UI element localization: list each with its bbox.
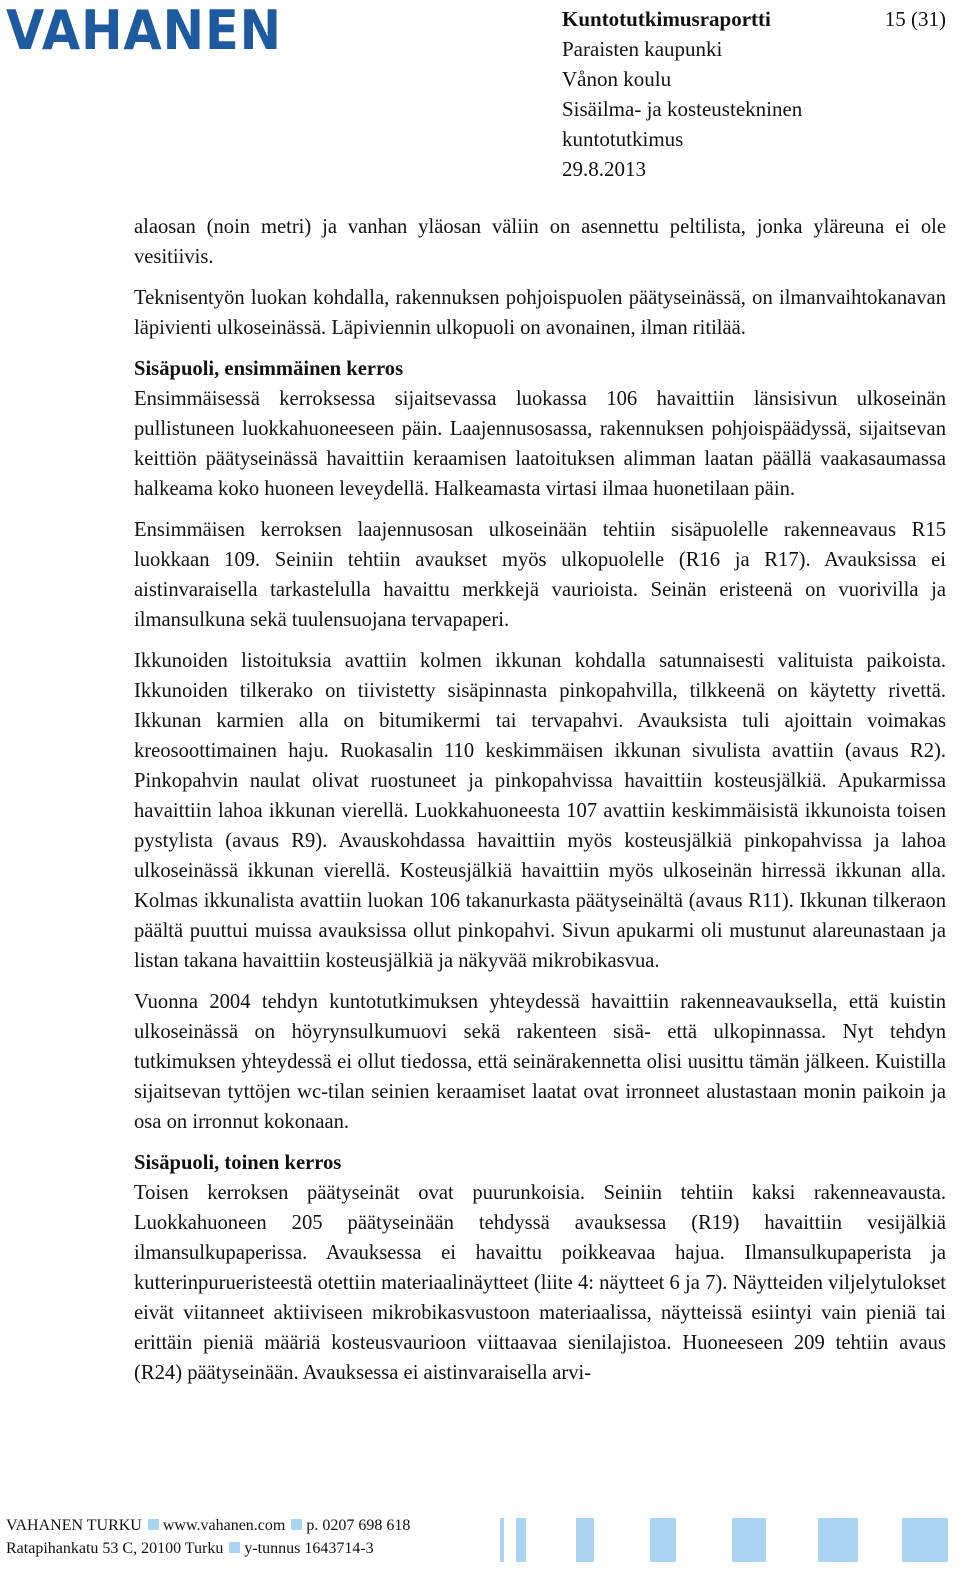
paragraph: Teknisentyön luokan kohdalla, rakennuksen pohjoispuolen päätyseinässä, on ilmanvaihtokanavan läpivienti ulkoseinässä. Läpiviennin ulkopuoli on avonainen, ilman ritilää. <box>134 287 946 339</box>
svg-text:VAHANEN: VAHANEN <box>6 2 282 56</box>
square-bullet-icon <box>291 1519 302 1530</box>
header-building: Vånon koulu <box>562 67 672 91</box>
page-footer <box>6 1514 506 1560</box>
report-body <box>134 212 946 1388</box>
report-title: Kuntotutkimusraportti <box>562 7 771 31</box>
footer-address: Ratapihankatu 53 C, 20100 Turku <box>6 1540 224 1557</box>
header-subject-line2: kuntotutkimus <box>562 127 684 151</box>
square-bullet-icon <box>148 1519 159 1530</box>
paragraph: Ensimmäisessä kerroksessa sijaitsevassa luokassa 106 havaittiin länsisivun ulkoseinän pullistuneen luokkahuoneeseen päin. Laajennusosassa, rakennuksen pohjoispäädyssä, sijaitsevan keittiön päätyseinässä havaittiin keraamisen laatoituksen alimman laatan päällä vaakasaumassa halkeama koko huoneen leveydellä. Halkeamasta virtasi ilmaa huonetilaan päin. <box>134 388 946 500</box>
paragraph: Ikkunoiden listoituksia avattiin kolmen ikkunan kohdalla satunnaisesti valituista paikoista. Ikkunoiden tilkerako on tiivistetty sisäpinnasta pinkopahvilla, tilkkeenä on käytetty rivettä. Ikkunan karmien alla on bitumikermi tai tervapahvi. Avauksista tuli ajoittain voimakas kreosoottimainen haju. Ruokasalin 110 keskimmäisen ikkunan sivulista avattiin (avaus R2). Pinkopahvin naulat olivat ruostuneet ja pinkopahvissa havaittiin kosteusjälkiä. Apukarmissa havaittiin lahoa ikkunan vierellä. Luokkahuoneesta 107 avattiin keskimmäisistä ikkunoista toisen pystylista (avaus R9). Avauskohdassa havaittiin myös kosteusjälkiä pinkopahvissa ja lahoa ulkoseinässä ikkunan vierellä. Kosteusjälkiä havaittiin myös ulkoseinän hirressä ikkunan alla. Kolmas ikkunalista avattiin luokan 106 takanurkasta päätyseinältä (avaus R11). Ikkunan tilkeraon päältä puuttui muissa avauksissa ollut pinkopahvi. Sivun apukarmi oli mustunut alareunastaan ja listan takana havaittiin kosteusjälkiä ja näkyvää mikrobikasvua. <box>134 650 946 972</box>
section-heading: Sisäpuoli, toinen kerros <box>134 1152 342 1174</box>
paragraph: Vuonna 2004 tehdyn kuntotutkimuksen yhteydessä havaittiin rakenneavauksella, että kuistin ulkoseinässä on höyrynsulkumuovi sekä rakenteen sisä- että ulkopinnassa. Nyt tehdyn tutkimuksen yhteydessä ei ollut tiedossa, että seinärakennetta olisi uusittu tämän jälkeen. Kuistilla sijaitsevan tyttöjen wc-tilan seinien keraamiset laatat ovat irronneet alustastaan monin paikoin ja osa on irronnut kokonaan. <box>134 991 946 1133</box>
section-heading: Sisäpuoli, ensimmäinen kerros <box>134 358 404 380</box>
footer-website: www.vahanen.com <box>162 1517 286 1534</box>
paragraph: alaosan (noin metri) ja vanhan yläosan väliin on asennettu peltilista, jonka yläreuna ei ole vesitiivis. <box>134 216 946 268</box>
page-number: 15 (31) <box>884 7 946 31</box>
header-subject-line1: Sisäilma- ja kosteustekninen <box>562 97 803 121</box>
paragraph: Ensimmäisen kerroksen laajennusosan ulkoseinään tehtiin sisäpuolelle rakenneavaus R15 luokkaan 109. Seiniin tehtiin avaukset myös ulkopuolelle (R16 ja R17). Avauksissa ei aistinvaraisella tarkastelulla havaittu merkkejä vaurioista. Seinän eristeenä on vuorivilla ja ilmansulkuna sekä tuulensuojana tervapaperi. <box>134 519 946 631</box>
square-bullet-icon <box>229 1542 240 1553</box>
footer-phone: p. 0207 698 618 <box>306 1517 411 1534</box>
header-date: 29.8.2013 <box>562 157 646 181</box>
footer-business-id: y-tunnus 1643714-3 <box>244 1540 374 1557</box>
footer-decorative-bars <box>500 1516 950 1562</box>
footer-company: VAHANEN TURKU <box>6 1517 142 1534</box>
header-client: Paraisten kaupunki <box>562 37 723 61</box>
paragraph: Toisen kerroksen päätyseinät ovat puurunkoisia. Seiniin tehtiin kaksi rakenneavausta. Luokkahuoneen 205 päätyseinään tehdyssä avauksessa (R19) havaittiin vesijälkiä ilmansulkupaperissa. Avauksessa ei havaittu poikkeavaa hajua. Ilmansulkupaperista ja kutterinpurueristeestä otettiin materiaalinäytteet (liite 4: näytteet 6 ja 7). Näytteiden viljelytulokset eivät viitanneet aktiiviseen mikrobikasvustoon materiaalissa, näytteissä esiintyi vain pieniä tai erittäin pieniä määriä kosteusvaurioon viittaavaa sienilajistoa. Huoneeseen 209 tehtiin avaus (R24) päätyseinään. Avauksessa ei aistinvaraisella arvi- <box>134 1182 946 1384</box>
vahanen-logo <box>6 2 286 56</box>
